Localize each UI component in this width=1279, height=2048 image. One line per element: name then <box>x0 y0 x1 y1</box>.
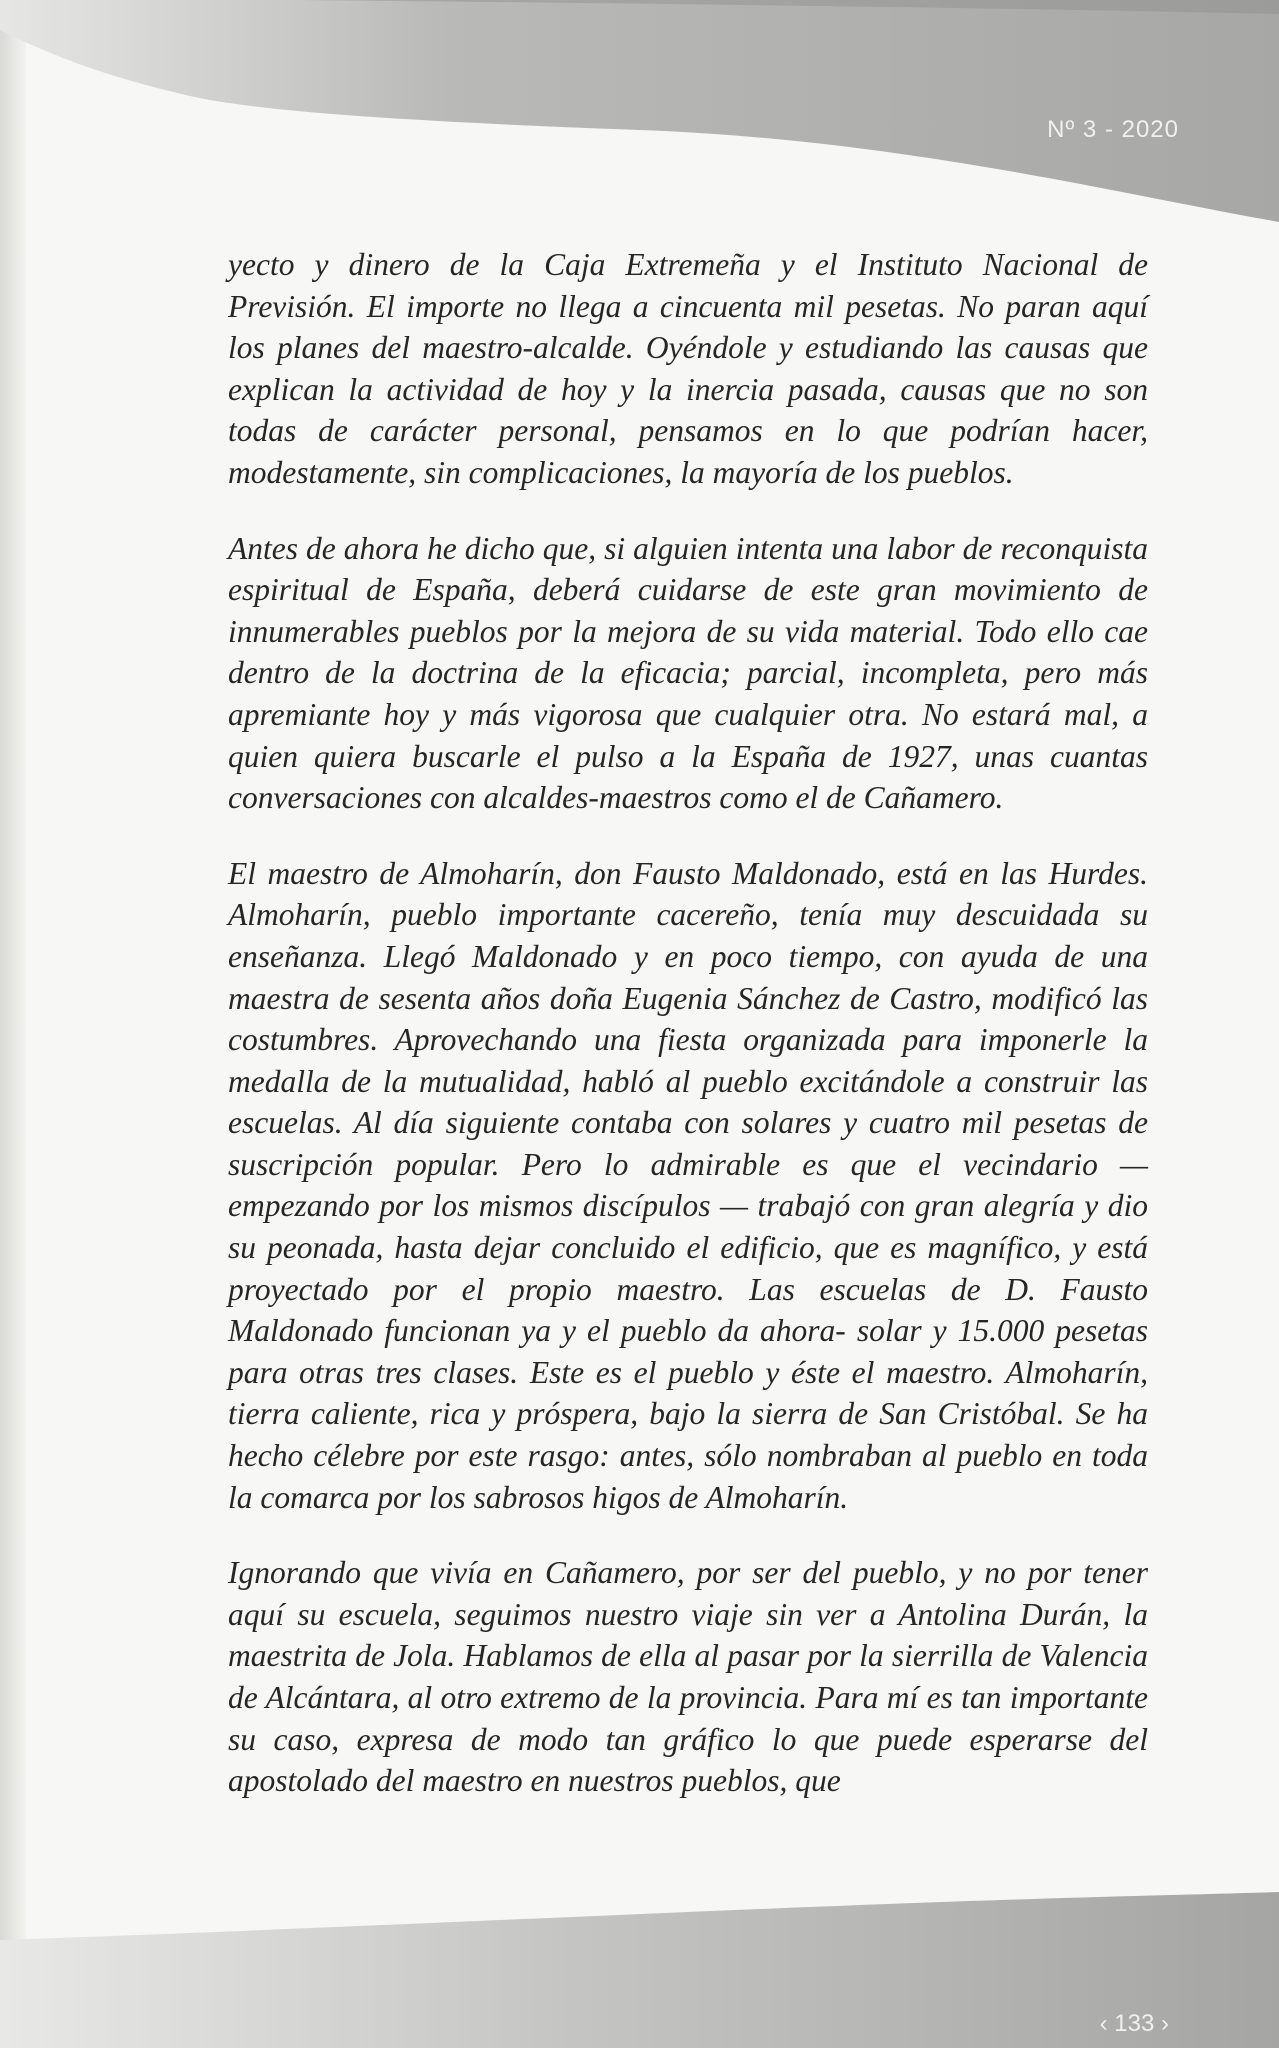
paragraph: Antes de ahora he dicho que, si alguien intenta una labor de reconquista espiritual de España, deberá cuidarse de este gran movimiento de innumerables pueblos por la mejora de su vida material. Todo ello cae dentro de la doctrina de la eficacia; parcial, incompleta, pero más apremiante hoy y más vigorosa que cualquier otra. No estará mal, a quien quiera buscarle el pulso a la España de 1927, unas cuantas conversaciones con alcaldes-maestros como el de Cañamero. <box>228 530 1148 816</box>
binding-shadow <box>0 0 26 2048</box>
article-text <box>228 244 1148 1836</box>
footer-decorative-band <box>0 1880 1279 2048</box>
paragraph: yecto y dinero de la Caja Extremeña y el Instituto Nacional de Previsión. El importe no llega a cincuenta mil pesetas. No paran aquí los planes del maestro-alcalde. Oyéndole y estudiando las causas que explican la actividad de hoy y la inercia pasada, causas que no son todas de carácter personal, pensamos en lo que podrían hacer, modestamente, sin complicaciones, la mayoría de los pueblos. <box>228 247 1148 490</box>
header-decorative-band <box>0 0 1279 230</box>
page-number: ‹ 133 › <box>1099 2010 1169 2037</box>
paragraph: Ignorando que vivía en Cañamero, por ser del pueblo, y no por tener aquí su escuela, seguimos nuestro viaje sin ver a Antolina Durán, la maestrita de Jola. Hablamos de ella al pasar por la sierrilla de Valencia de Alcántara, al otro extremo de la provincia. Para mí es tan importante su caso, expresa de modo tan gráfico lo que puede esperarse del apostolado del maestro en nuestros pueblos, que <box>228 1555 1148 1799</box>
paragraph: El maestro de Almoharín, don Fausto Maldonado, está en las Hurdes. Almoharín, pueblo importante cacereño, tenía muy descuidada su enseñanza. Llegó Maldonado y en poco tiempo, con ayuda de una maestra de sesenta años doña Eugenia Sánchez de Castro, modificó las costumbres. Aprovechando una fiesta organizada para imponerle la medalla de la mutualidad, habló al pueblo excitándole a construir las escuelas. Al día siguiente contaba con solares y cuatro mil pesetas de suscripción popular. Pero lo admirable es que el vecindario — empezando por los mismos discípulos — trabajó con gran alegría y dio su peonada, hasta dejar concluido el edificio, que es magnífico, y está proyectado por el propio maestro. Las escuelas de D. Fausto Maldonado funcionan ya y el pueblo da ahora- solar y 15.000 pesetas para otras tres clases. Este es el pueblo y éste el maestro. Almoharín, tierra caliente, rica y próspera, bajo la sierra de San Cristóbal. Se ha hecho célebre por este rasgo: antes, sólo nombraban al pueblo en toda la comarca por los sabrosos higos de Almoharín. <box>228 855 1148 1515</box>
issue-number: Nº 3 - 2020 <box>1047 116 1179 143</box>
